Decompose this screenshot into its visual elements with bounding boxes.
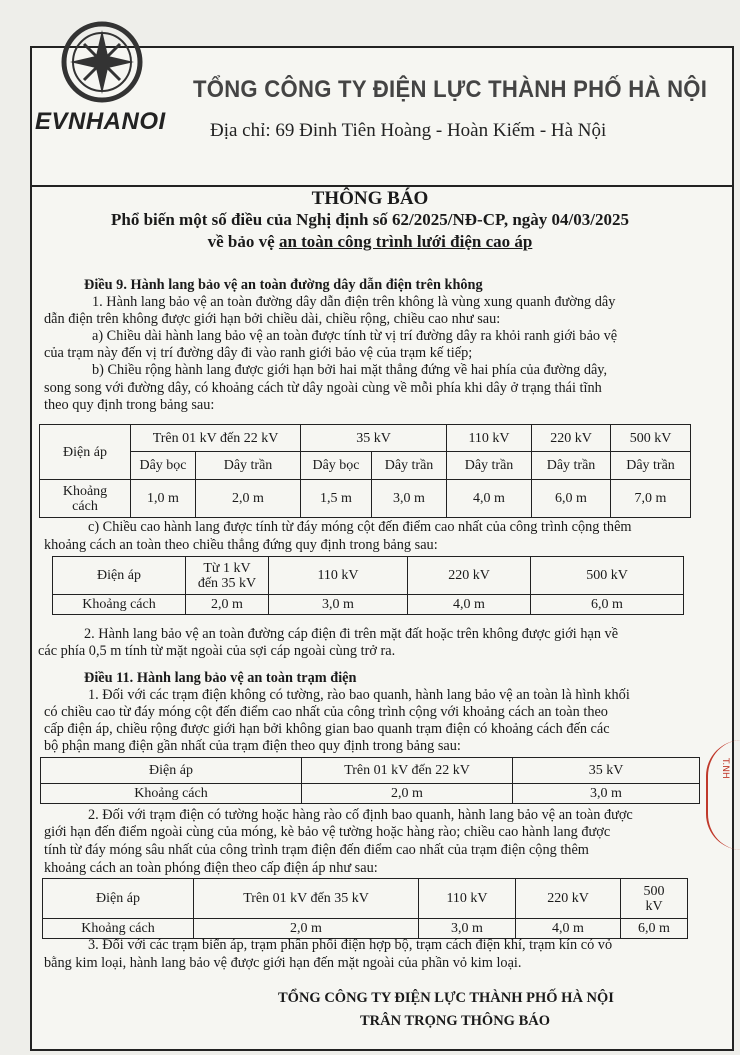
table-cell: 3,0 m <box>372 480 447 518</box>
table-cell: 3,0 m <box>513 784 700 804</box>
table-header: 35 kV <box>301 425 447 452</box>
table-cell: Dây trần <box>196 452 301 480</box>
table-cell: 4,0 m <box>447 480 532 518</box>
table-cell: 2,0 m <box>196 480 301 518</box>
table-cell: 6,0 m <box>621 919 688 939</box>
table-header: Từ 1 kV đến 35 kV <box>186 557 269 595</box>
article-11-para-2: giới hạn đến điểm ngoài cùng của móng, kè bảo vệ tường hoặc hàng rào; chiều cao hành lang được <box>44 824 611 840</box>
company-name: TỔNG CÔNG TY ĐIỆN LỰC THÀNH PHỐ HÀ NỘI <box>193 76 708 103</box>
article-9-heading: Điều 9. Hành lang bảo vệ an toàn đường dây dẫn điện trên không <box>84 277 483 293</box>
notice-subtitle-1: Phổ biến một số điều của Nghị định số 62/2025/NĐ-CP, ngày 04/03/2025 <box>111 210 629 229</box>
article-9-item-c: khoảng cách an toàn theo chiều thẳng đứng quy định trong bảng sau: <box>44 537 438 553</box>
footer-closing: TRÂN TRỌNG THÔNG BÁO <box>360 1013 551 1029</box>
table-cell: Điện áp <box>41 758 302 784</box>
notice-title: THÔNG BÁO <box>311 188 429 209</box>
article-9-para-2: các phía 0,5 m tính từ mặt ngoài của sợi cáp ngoài cùng trở ra. <box>38 643 396 659</box>
company-address: Địa chỉ: 69 Đinh Tiên Hoàng - Hoàn Kiếm - Hà Nội <box>210 120 607 141</box>
table-cell: 7,0 m <box>611 480 691 518</box>
table-cell: 2,0 m <box>186 595 269 615</box>
table-cell: 1,5 m <box>301 480 372 518</box>
table-header: 500 kV <box>531 557 684 595</box>
table-station-fenced <box>42 878 688 939</box>
table-cell: 1,0 m <box>131 480 196 518</box>
article-11-para-3: bằng kim loại, hành lang bảo vệ được giới hạn đến mặt ngoài của phần vỏ kim loại. <box>44 955 522 971</box>
article-9-item-b: b) Chiều rộng hành lang được giới hạn bởi hai mặt thẳng đứng về hai phía của đường dây, <box>92 362 608 378</box>
table-overhead-width <box>39 424 691 518</box>
article-9-item-b: theo quy định trong bảng sau: <box>44 397 215 413</box>
table-row-label: Khoảng cách <box>41 784 302 804</box>
table-row-label: Khoảng cách <box>53 595 186 615</box>
article-9-item-b: song song với đường dây, có khoảng cách từ dây ngoài cùng về mỗi phía khi dây ở trạng thái tĩnh <box>44 380 602 396</box>
evn-logo-icon <box>44 18 160 110</box>
notice-subtitle-2: về bảo vệ an toàn công trình lưới điện cao áp <box>207 232 533 251</box>
table-cell: Dây bọc <box>131 452 196 480</box>
article-9-para-1: dẫn điện trên không được giới hạn bởi chiều dài, chiều rộng, chiều cao như sau: <box>44 311 501 327</box>
table-cell: 2,0 m <box>194 919 419 939</box>
table-row-label: Khoảng cách <box>40 480 131 518</box>
table-header: 110 kV <box>419 879 516 919</box>
article-11-para-1: có chiều cao từ đáy móng cột đến điểm cao nhất của công trình cộng với khoảng cách an toàn theo <box>44 704 608 720</box>
table-cell: Điện áp <box>40 425 131 480</box>
table-header: Trên 01 kV đến 22 kV <box>302 758 513 784</box>
table-cell: 2,0 m <box>302 784 513 804</box>
table-cell: 4,0 m <box>408 595 531 615</box>
footer-company: TỔNG CÔNG TY ĐIỆN LỰC THÀNH PHỐ HÀ NỘI <box>278 990 614 1006</box>
article-9-item-a: của trạm này đến vị trí đường dây đi vào ranh giới bảo vệ của trạm kế tiếp; <box>44 345 473 361</box>
table-cell: 3,0 m <box>419 919 516 939</box>
header-divider <box>32 185 732 187</box>
table-cell: Dây trần <box>532 452 611 480</box>
table-header: 220 kV <box>532 425 611 452</box>
table-header: 220 kV <box>516 879 621 919</box>
table-cell: Dây trần <box>611 452 691 480</box>
article-11-para-3: 3. Đối với các trạm biến áp, trạm phân phối điện hợp bộ, trạm cách điện khí, trạm kín có vỏ <box>88 937 613 953</box>
article-11-para-2: khoảng cách an toàn phóng điện theo cấp điện áp như sau: <box>44 860 378 876</box>
article-9-item-a: a) Chiều dài hành lang bảo vệ an toàn được tính từ vị trí đường dây ra khỏi ranh giới bảo vệ <box>92 328 618 344</box>
article-11-para-2: 2. Đối với trạm điện có tường hoặc hàng rào cố định bao quanh, hành lang bảo vệ an toàn được <box>88 807 633 823</box>
table-cell: Dây trần <box>447 452 532 480</box>
article-11-para-1: 1. Đối với các trạm điện không có tường, rào bao quanh, hành lang bảo vệ an toàn là hình khối <box>88 687 630 703</box>
table-header: 500 kV <box>611 425 691 452</box>
table-cell: Dây bọc <box>301 452 372 480</box>
table-header: 110 kV <box>447 425 532 452</box>
table-header: 220 kV <box>408 557 531 595</box>
table-cell: Dây trần <box>372 452 447 480</box>
table-station-no-fence <box>40 757 700 804</box>
table-overhead-height <box>52 556 684 615</box>
table-header: 35 kV <box>513 758 700 784</box>
table-row-label: Khoảng cách <box>43 919 194 939</box>
article-11-para-1: bộ phận mang điện gần nhất của trạm điện theo quy định trong bảng sau: <box>44 738 461 754</box>
red-stamp-icon: T.NH <box>706 740 740 850</box>
table-cell: 6,0 m <box>531 595 684 615</box>
table-cell: Điện áp <box>53 557 186 595</box>
article-11-para-1: cấp điện áp, chiều rộng được giới hạn bởi không gian bao quanh trạm điện có khoảng cách đến các <box>44 721 610 737</box>
table-header: Trên 01 kV đến 22 kV <box>131 425 301 452</box>
table-header: Trên 01 kV đến 35 kV <box>194 879 419 919</box>
table-cell: 6,0 m <box>532 480 611 518</box>
table-cell: 3,0 m <box>269 595 408 615</box>
table-header: 500 kV <box>621 879 688 919</box>
logo-text: EVNHANOI <box>35 108 166 135</box>
article-9-item-c: c) Chiều cao hành lang được tính từ đáy móng cột đến điểm cao nhất của công trình cộng thêm <box>88 519 632 535</box>
article-11-heading: Điều 11. Hành lang bảo vệ an toàn trạm điện <box>84 670 357 686</box>
table-cell: 4,0 m <box>516 919 621 939</box>
article-9-para-2: 2. Hành lang bảo vệ an toàn đường cáp điện đi trên mặt đất hoặc trên không được giới hạn về <box>84 626 619 642</box>
table-header: 110 kV <box>269 557 408 595</box>
article-11-para-2: tính từ đáy móng sâu nhất của công trình trạm điện đến điểm cao nhất của trạm điện cộng thêm <box>44 842 589 858</box>
table-cell: Điện áp <box>43 879 194 919</box>
article-9-para-1: 1. Hành lang bảo vệ an toàn đường dây dẫn điện trên không là vùng xung quanh đường dây <box>92 294 616 310</box>
